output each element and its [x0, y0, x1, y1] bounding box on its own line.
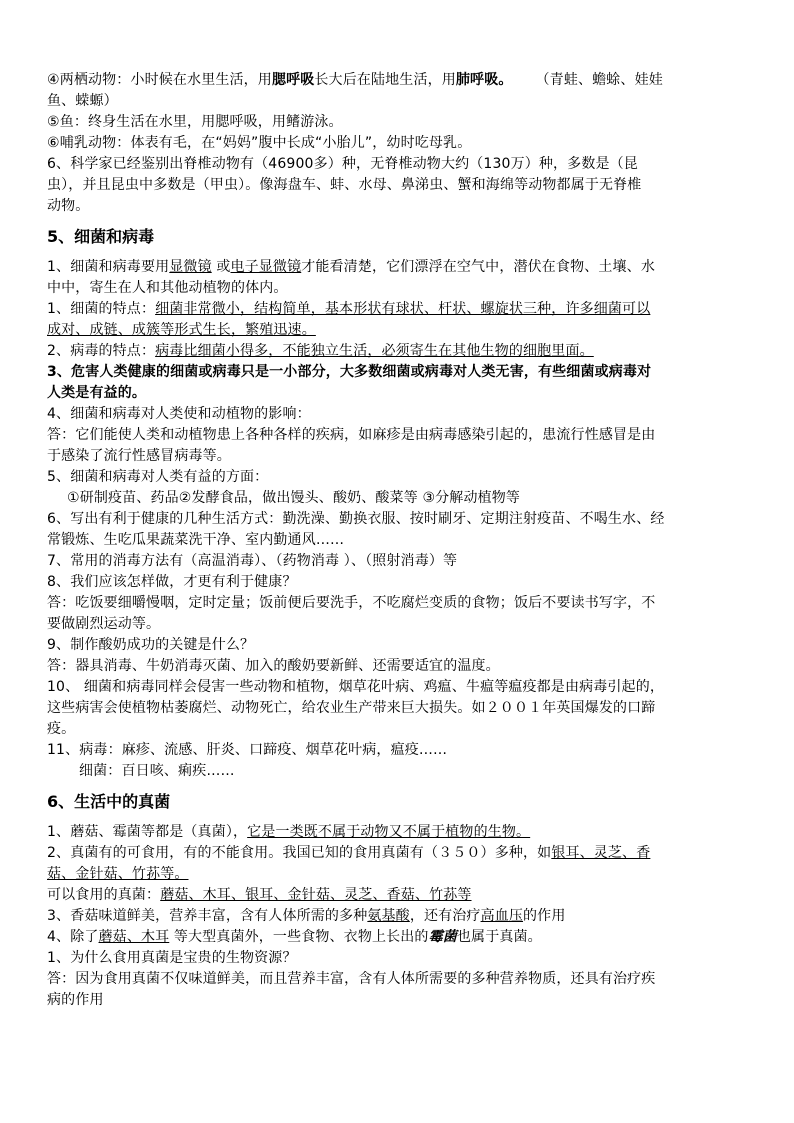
text-line: 要做剧烈运动等。 — [47, 616, 161, 632]
italic-text: 霉菌 — [428, 929, 457, 945]
text-line: 常锻炼、生吃瓜果蔬菜洗干净、室内勤通风…… — [47, 532, 345, 548]
text-run: 2、真菌有的可食用，有的不能食用。我国已知的食用真菌有（３５０）多种，如 — [47, 845, 552, 861]
text-line — [47, 843, 747, 864]
text-run: （青蛙、蟾蜍、娃娃 — [535, 72, 663, 88]
text-run: 长大后在陆地生活，用 — [314, 72, 456, 88]
text-run: ④两栖动物：小时候在水里生活，用 — [47, 72, 272, 88]
text-line — [47, 864, 747, 885]
underlined-text: 显微镜 — [169, 259, 212, 275]
text-line: 10、 细菌和病毒同样会侵害一些动物和植物，烟草花叶病、鸡瘟、牛瘟等瘟疫都是由病毒引起的， — [47, 679, 665, 695]
text-line — [47, 906, 747, 927]
text-line: 9、制作酸奶成功的关键是什么？ — [47, 637, 255, 653]
text-line — [47, 885, 747, 906]
text-run: 等大型真菌外，一些食物、衣物上长出的 — [169, 929, 429, 945]
text-line — [47, 822, 747, 843]
text-line: 病的作用 — [47, 992, 104, 1008]
text-run: 或 — [211, 259, 231, 275]
text-line — [47, 70, 747, 91]
text-line: 答：因为食用真菌不仅味道鲜美，而且营养丰富，含有人体所需要的多种营养物质，还具有治疗疾 — [47, 971, 656, 987]
text-line: 4、细菌和病毒对人类使和动植物的影响： — [47, 406, 311, 422]
text-line: 于感染了流行性感冒病毒等。 — [47, 448, 231, 464]
text-run: 的作用 — [523, 908, 566, 924]
underlined-text: 菇、金针菇、竹荪等。 — [47, 866, 189, 882]
text-line: 6、写出有利于健康的几种生活方式：勤洗澡、勤换衣服、按时刷牙、定期注射疫苗、不喝生水、经 — [47, 511, 665, 527]
text-line: ①研制疫苗、药品②发酵食品，做出馒头、酸奶、酸菜等 ③分解动植物等 — [67, 490, 521, 506]
section-heading: 5、细菌和病毒 — [47, 227, 155, 246]
text-line: 疫。 — [47, 721, 76, 737]
underlined-text: 病毒比细菌小得多，不能独立生活，必须寄生在其他生物的细胞里面。 — [155, 343, 594, 359]
underlined-text: 银耳、灵芝、香 — [551, 845, 651, 861]
section-heading: 6、生活中的真菌 — [47, 792, 171, 811]
text-line: 动物。 — [47, 198, 90, 214]
text-line: 5、细菌和病毒对人类有益的方面： — [47, 469, 269, 485]
text-line: 1、为什么食用真菌是宝贵的生物资源？ — [47, 950, 297, 966]
underlined-text: 氨基酸 — [367, 908, 410, 924]
text-line — [47, 257, 747, 278]
text-run: 也属于真菌。 — [456, 929, 542, 945]
text-run: 3、香菇味道鲜美，营养丰富，含有人体所需的多种 — [47, 908, 368, 924]
text-run: 1、细菌的特点： — [47, 301, 156, 317]
bold-text: 肺呼吸。 — [455, 72, 513, 88]
text-line: 答：器具消毒、牛奶消毒灭菌、加入的酸奶要新鲜、还需要适宜的温度。 — [47, 658, 500, 674]
text-line: 7、常用的消毒方法有（高温消毒）、（药物消毒 ）、（照射消毒）等 — [47, 553, 458, 569]
text-run: 1、细菌和病毒要用 — [47, 259, 170, 275]
text-run: ，还有治疗 — [409, 908, 481, 924]
underlined-text: 高血压 — [480, 908, 524, 924]
text-line: ⑥哺乳动物：体表有毛，在“妈妈”腹中长成“小胎儿”，幼时吃母乳。 — [47, 135, 472, 151]
text-line — [47, 299, 747, 320]
text-line: 鱼、蝾螈） — [47, 93, 118, 109]
text-line: 答：吃饭要细嚼慢咽，定时定量；饭前便后要洗手，不吃腐烂变质的食物；饭后不要读书写字，不 — [47, 595, 656, 611]
text-line — [47, 341, 747, 362]
text-run: 1、蘑菇、霉菌等都是（真菌）， — [47, 824, 248, 840]
document-page — [47, 70, 747, 1011]
bold-text: 腮呼吸 — [271, 72, 315, 88]
underlined-text: 成对、成链、成簇等形式生长，繁殖迅速。 — [47, 322, 316, 338]
text-line: 6、科学家已经鉴别出脊椎动物有（46900多）种，无脊椎动物大约（130万）种，多数是（昆 — [47, 156, 638, 172]
bold-line: 3、危害人类健康的细菌或病毒只是一小部分，大多数细菌或病毒对人类无害，有些细菌或病毒对 — [47, 364, 652, 380]
text-run: 可以食用的真菌： — [47, 887, 161, 903]
text-line: 虫），并且昆虫中多数是（甲虫）。像海盘车、蚌、水母、鼻涕虫、蟹和海绵等动物都属于无脊椎 — [47, 177, 642, 193]
bold-line: 人类是有益的。 — [47, 385, 147, 401]
text-line: 这些病害会使植物枯萎腐烂、动物死亡，给农业生产带来巨大损失。如２００１年英国爆发的口蹄 — [47, 700, 656, 716]
underlined-text: 电子显微镜 — [230, 259, 302, 275]
text-run: 2、病毒的特点： — [47, 343, 156, 359]
text-run: 才能看清楚，它们漂浮在空气中，潜伏在食物、土壤、水 — [301, 259, 655, 275]
underlined-text: 蘑菇、木耳 — [98, 929, 170, 945]
underlined-text: 细菌非常微小，结构简单，基本形状有球状、杆状、螺旋状三种，许多细菌可以 — [155, 301, 651, 317]
text-run: 4、除了 — [47, 929, 99, 945]
text-line: 11、病毒：麻疹、流感、肝炎、口蹄疫、烟草花叶病，瘟疫…… — [47, 742, 448, 758]
text-line: 答：它们能使人类和动植物患上各种各样的疾病，如麻疹是由病毒感染引起的，患流行性感冒是由 — [47, 427, 656, 443]
text-line: 8、我们应该怎样做，才更有利于健康？ — [47, 574, 297, 590]
text-line — [47, 927, 747, 948]
text-line — [47, 320, 747, 341]
text-line: 细菌：百日咳、痢疾…… — [79, 763, 235, 779]
text-line: ⑤鱼：终身生活在水里，用腮呼吸，用鳍游泳。 — [47, 114, 343, 130]
underlined-text: 它是一类既不属于动物又不属于植物的生物。 — [247, 824, 531, 840]
text-line: 中中，寄生在人和其他动植物的体内。 — [47, 280, 288, 296]
underlined-text: 蘑菇、木耳、银耳、金针菇、灵芝、香菇、竹荪等 — [160, 887, 472, 903]
